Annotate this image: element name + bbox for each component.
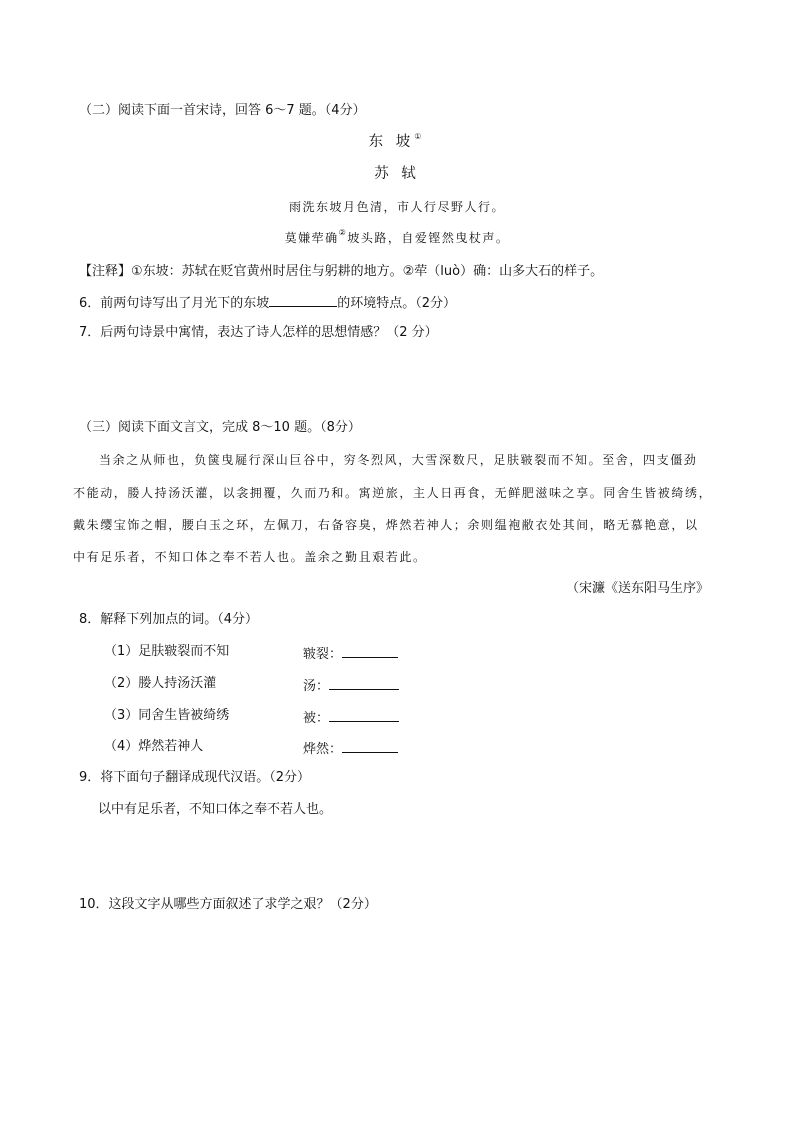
q8-item-4-sentence: （4）烨然若神人	[104, 739, 204, 754]
poem-title	[0, 133, 794, 151]
q9-sentence: 以中有足乐者，不知口体之奉不若人也。	[98, 802, 333, 817]
answer-blank-8-3[interactable]	[329, 707, 399, 722]
q8-item-3-answer	[303, 707, 399, 728]
q8-item-2-word: 汤：	[303, 679, 330, 694]
answer-blank-8-4[interactable]	[342, 738, 398, 753]
poem-line-2-end: 坡头路，自爱铿然曳杖声。	[347, 231, 510, 245]
q8-item-1-sentence: （1）足肤皲裂而不知	[104, 644, 230, 659]
passage-line-2: 不能动，媵人持汤沃灌，以衾拥覆，久而乃和。寓逆旅，主人日再食，无鲜肥滋味之享。同舍生皆被绮绣，	[73, 486, 713, 500]
q8-item-1-answer	[303, 643, 398, 664]
poem-line-2-start: 莫嫌荦确	[284, 231, 339, 245]
q8-item-3-word: 被：	[303, 711, 330, 726]
question-9: 9．将下面句子翻译成现代汉语。（2分）	[79, 770, 311, 785]
poem-notes: 【注释】①东坡：苏轼在贬官黄州时居住与躬耕的地方。②荦（luò）确：山多大石的样子。	[79, 264, 604, 279]
section-3-heading: （三）阅读下面文言文，完成 8～10 题。（8分）	[79, 420, 361, 435]
q8-item-2-sentence: （2）媵人持汤沃灌	[104, 676, 217, 691]
question-6	[79, 292, 456, 313]
section-2-heading: （二）阅读下面一首宋诗，回答 6～7 题。（4分）	[79, 103, 366, 118]
poem-title-text: 东 坡	[368, 134, 415, 150]
passage-source: （宋濂《送东阳马生序》	[566, 581, 710, 596]
answer-blank-8-1[interactable]	[342, 643, 398, 658]
passage-line-3: 戴朱缨宝饰之帽，腰白玉之环，左佩刀，右备容臭，烨然若神人；余则缊袍敝衣处其间，略无慕艳意，以	[73, 518, 699, 532]
q8-item-1-word: 皲裂：	[303, 647, 343, 662]
poem-author: 苏 轼	[374, 166, 420, 182]
question-7: 7．后两句诗景中寓情，表达了诗人怎样的思想情感？（2 分）	[79, 325, 438, 340]
poem-line-1: 雨洗东坡月色清，市人行尽野人行。	[288, 200, 505, 214]
footnote-mark-1: ①	[414, 132, 426, 141]
question-6-start: 6．前两句诗写出了月光下的东坡	[79, 296, 270, 311]
q8-item-4-word: 烨然：	[303, 742, 343, 757]
q8-item-2-answer	[303, 675, 399, 696]
question-10: 10．这段文字从哪些方面叙述了求学之艰？（2分）	[79, 897, 377, 912]
question-8: 8．解释下列加点的词。（4分）	[79, 612, 259, 627]
q8-item-3-sentence: （3）同舍生皆被绮绣	[104, 708, 230, 723]
passage-line-4: 中有足乐者，不知口体之奉不若人也。盖余之勤且艰若此。	[73, 550, 427, 564]
q8-item-4-answer	[303, 738, 398, 759]
passage-line-1: 当余之从师也，负箧曳屣行深山巨谷中，穷冬烈风，大雪深数尺，足肤皲裂而不知。至舍，四支僵劲	[99, 453, 698, 467]
answer-blank-6[interactable]	[269, 292, 337, 307]
poem-line-2	[0, 229, 794, 247]
footnote-mark-2: ②	[338, 228, 348, 237]
answer-blank-8-2[interactable]	[329, 675, 399, 690]
question-6-end: 的环境特点。（2分）	[337, 296, 457, 311]
